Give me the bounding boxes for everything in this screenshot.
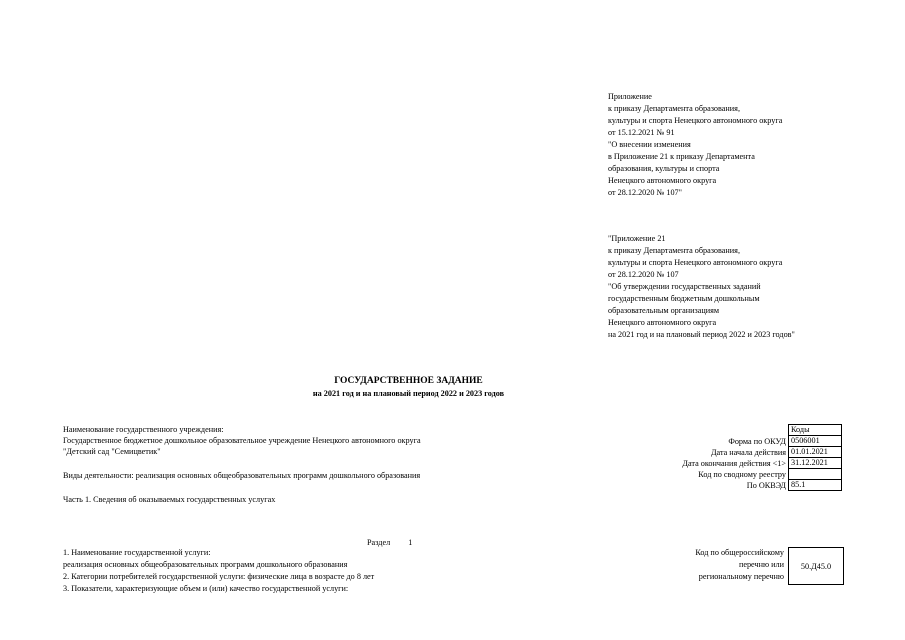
codes-table (788, 424, 842, 491)
appendix-line: образования, культуры и спорта (608, 164, 720, 173)
appendix-line: "Приложение 21 (608, 234, 666, 243)
codes-label: Дата начала действия (710, 448, 786, 457)
codes-header: Коды (789, 425, 842, 436)
appendix-line: культуры и спорта Ненецкого автономного округа (608, 116, 783, 125)
institution-name-2: "Детский сад "Семицветик" (63, 447, 161, 456)
part-1-heading: Часть 1. Сведения об оказываемых государственных услугах (63, 495, 276, 504)
appendix-line: культуры и спорта Ненецкого автономного округа (608, 258, 783, 267)
appendix-header (608, 91, 782, 199)
service-name: реализация основных общеобразовательных программ дошкольного образования (63, 560, 348, 569)
okud-code: 0506001 (789, 436, 842, 447)
reestr-code-box: 50.Д45.0 (788, 547, 844, 585)
reestr-label: Код по общероссийскому (695, 548, 784, 557)
appendix-line: Приложение (608, 92, 652, 101)
service-name-label: 1. Наименование государственной услуги: (63, 548, 211, 557)
consumer-categories: 2. Категории потребителей государственной услуги: физические лица в возрасте до 8 лет (63, 572, 375, 581)
appendix-line: от 28.12.2020 № 107 (608, 270, 679, 279)
reestr-label: перечню или (738, 560, 784, 569)
appendix-line: Ненецкого автономного округа (608, 318, 717, 327)
section-word: Раздел (367, 538, 391, 547)
appendix-line: Ненецкого автономного округа (608, 176, 717, 185)
document-subtitle: на 2021 год и на плановый период 2022 и 2023 годов (312, 389, 505, 398)
section-label (367, 537, 412, 549)
document-title: ГОСУДАРСТВЕННОЕ ЗАДАНИЕ (334, 376, 483, 386)
appendix-line: от 28.12.2020 № 107" (608, 188, 682, 197)
appendix-line: к приказу Департамента образования, (608, 246, 740, 255)
appendix-line: к приказу Департамента образования, (608, 104, 740, 113)
indicators-heading: 3. Показатели, характеризующие объем и (или) качество государственной услуги: (63, 584, 349, 593)
institution-label: Наименование государственного учреждения: (63, 425, 224, 434)
start-date: 01.01.2021 (789, 447, 842, 458)
appendix-line: образовательным организациям (608, 306, 720, 315)
appendix-line: "О внесении изменения (608, 140, 691, 149)
codes-label: Форма по ОКУД (728, 437, 786, 446)
appendix-line: от 15.12.2021 № 91 (608, 128, 675, 137)
reestr-label: региональному перечню (698, 572, 784, 581)
codes-label: Код по сводному реестру (698, 470, 786, 479)
section-number: 1 (408, 538, 413, 547)
reestr-code (789, 469, 842, 480)
activity-types: Виды деятельности: реализация основных общеобразовательных программ дошкольного образования (63, 471, 421, 480)
appendix-line: государственным бюджетным дошкольным (608, 294, 760, 303)
end-date: 31.12.2021 (789, 458, 842, 469)
okved-code: 85.1 (789, 480, 842, 491)
reestr-labels (640, 547, 784, 583)
codes-label: Дата окончания действия <1> (682, 459, 786, 468)
appendix-line: в Приложение 21 к приказу Департамента (608, 152, 755, 161)
appendix-line: на 2021 год и на плановый период 2022 и 2023 годов" (608, 330, 795, 339)
appendix-line: "Об утверждении государственных заданий (608, 282, 761, 291)
codes-label: По ОКВЭД (746, 481, 786, 490)
codes-labels (560, 436, 786, 491)
appendix-header-21 (608, 233, 795, 341)
institution-name: Государственное бюджетное дошкольное образовательное учреждение Ненецкого автономного округа (63, 436, 421, 445)
